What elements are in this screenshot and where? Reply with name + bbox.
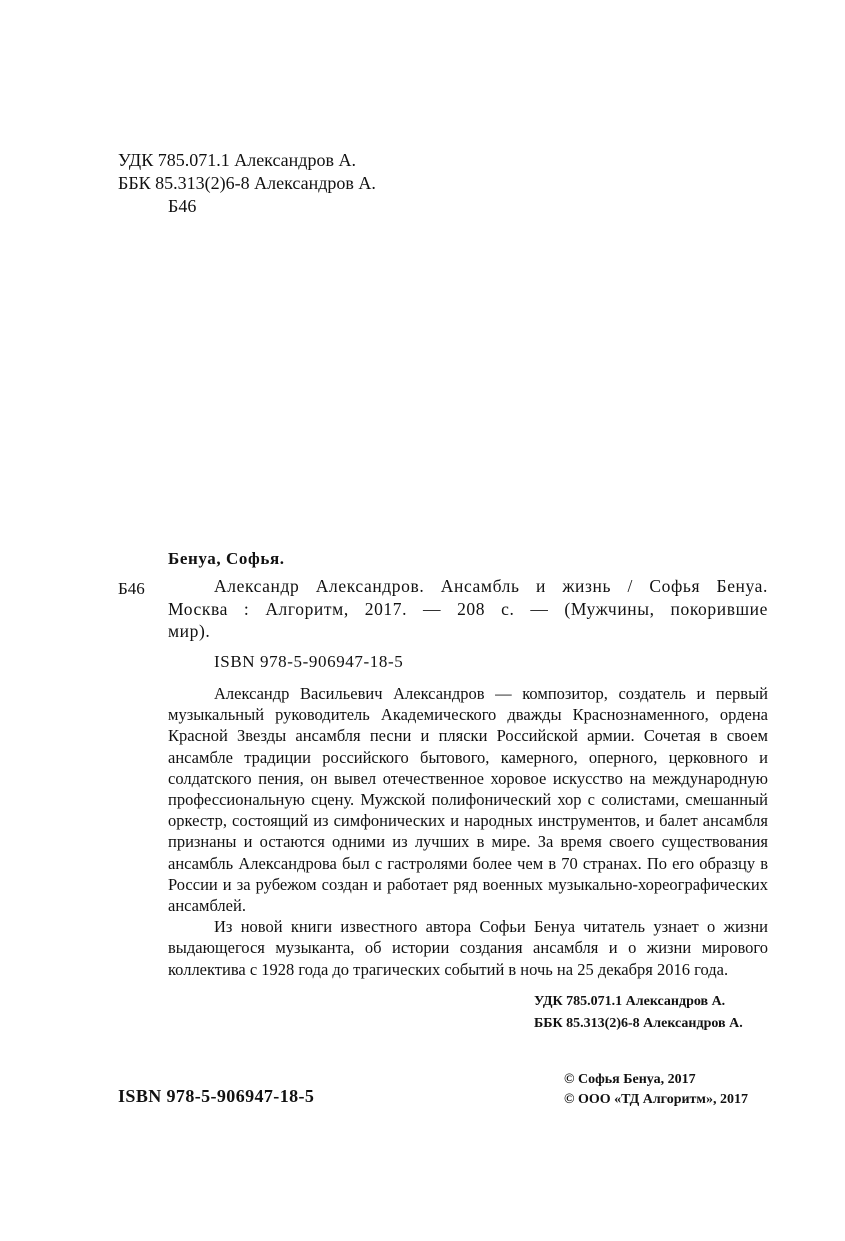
author-mark-entry: Б46 [118,579,145,598]
author-heading: Бенуа, Софья. [168,549,285,568]
isbn-footer: ISBN 978-5-906947-18-5 [118,1086,315,1106]
copyright-author: © Софья Бенуа, 2017 [564,1072,696,1087]
abstract-paragraph-2: Из новой книги известного автора Софьи Бенуа читатель узнает о жизни выдающегося музыканта, об истории создания ансамбля и о жизни мирового коллектива с 1928 года до трагических событий в ночь на 25 декабря 2016 года. [168,917,768,979]
bib-title-line-3: мир). [168,621,211,641]
author-mark-top: Б46 [168,196,197,216]
bbk-code-bottom: ББК 85.313(2)6-8 Александров А. [534,1016,743,1031]
bbk-code-top: ББК 85.313(2)6-8 Александров А. [118,173,376,193]
bib-title-line-1: Александр Александров. Ансамбль и жизнь / Софья Бенуа. [214,576,768,596]
abstract-paragraph-1: Александр Васильевич Александров — композитор, создатель и первый музыкальный руководитель Академического дважды Краснознаменного, ордена Красной Звезды ансамбля песни и пляски Российской армии. Сочетая в своем ансамбле традиции российского бытового, камерного, оперного, церковного и солдатского пения, он вывел отечественное хоровое искусство на международную профессиональную сцену. Мужской полифонический хор с солистами, смешанный оркестр, состоящий из симфонических и народных инструментов, и балет ансамбля признаны и остаются одними из лучших в мире. За время своего существования ансамбль Александрова был с гастролями более чем в 70 странах. По его образцу в России и за рубежом создан и работает ряд военных музыкально-хореографических ансамблей. [168,684,768,916]
udk-code-bottom: УДК 785.071.1 Александров А. [534,994,726,1009]
bib-title-line-2: Москва : Алгоритм, 2017. — 208 с. — (Мужчины, покорившие [168,598,768,619]
abstract [168,683,768,980]
udk-code-top: УДК 785.071.1 Александров А. [118,150,356,170]
bibliographic-description [168,575,768,643]
isbn-entry: ISBN 978-5-906947-18-5 [214,652,404,671]
copyright-publisher: © ООО «ТД Алгоритм», 2017 [564,1092,748,1107]
